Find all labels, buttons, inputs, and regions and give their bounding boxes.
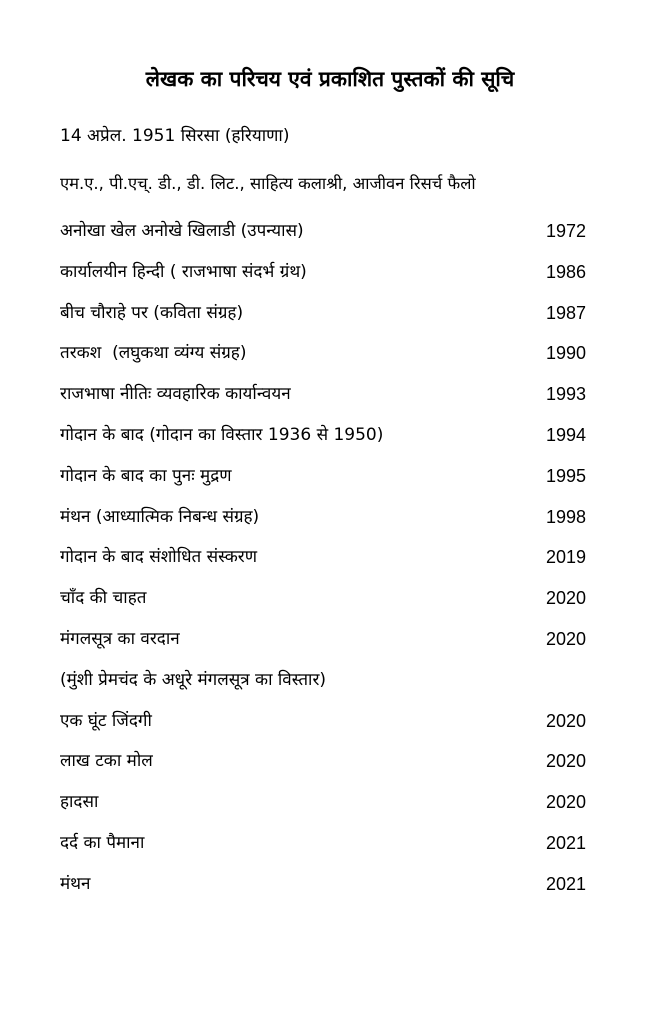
birth-info: 14 अप्रेल. 1951 सिरसा (हरियाणा): [60, 126, 290, 146]
book-entry: [60, 259, 586, 300]
book-title: चाँद की चाहत: [60, 588, 147, 609]
book-entry: [60, 626, 586, 667]
book-subtitle-entry: [60, 667, 586, 708]
book-year: 1998: [545, 506, 586, 527]
page-title: लेखक का परिचय एवं प्रकाशित पुस्तकों की सूचि: [145, 67, 515, 91]
book-year: 2021: [545, 832, 586, 853]
book-entry: [60, 381, 586, 422]
book-entry: [60, 830, 586, 871]
book-year: 1986: [545, 261, 586, 282]
book-title: कार्यालयीन हिन्दी ( राजभाषा संदर्भ ग्रंथ): [60, 261, 307, 282]
book-title: मंथन: [60, 873, 91, 894]
book-year: 1994: [545, 424, 586, 445]
book-title: अनोखा खेल अनोखे खिलाडी (उपन्यास): [60, 221, 304, 241]
book-entry: [60, 300, 586, 341]
book-title: एक घूंट जिंदगी: [60, 710, 152, 731]
book-entry: [60, 748, 586, 789]
book-entry: [60, 422, 586, 463]
book-title: लाख टका मोल: [60, 751, 153, 772]
book-subtitle: (मुंशी प्रेमचंद के अधूरे मंगलसूत्र का विस्तार): [60, 669, 327, 690]
book-year: 2021: [545, 873, 586, 894]
book-list: [60, 218, 586, 912]
book-title: मंगलसूत्र का वरदान: [60, 628, 180, 649]
book-title: गोदान के बाद का पुनः मुद्रण: [60, 465, 232, 486]
book-year: 2020: [545, 628, 586, 649]
book-title: बीच चौराहे पर (कविता संग्रह): [60, 302, 244, 323]
book-year: 1987: [545, 302, 586, 323]
book-entry: [60, 340, 586, 381]
book-year: 1995: [545, 465, 586, 486]
book-year: 1990: [545, 343, 586, 364]
book-title: हादसा: [60, 792, 99, 813]
book-entry: [60, 871, 586, 912]
book-title: तरकश (लघुकथा व्यंग्य संग्रह): [60, 343, 247, 364]
book-entry: [60, 463, 586, 504]
book-year: 2020: [545, 792, 586, 813]
book-title: मंथन (आध्यात्मिक निबन्ध संग्रह): [60, 506, 260, 527]
qualifications-info: एम.ए., पी.एच्. डी., डी. लिट., साहित्य कलाश्री, आजीवन रिसर्च फैलो: [60, 174, 476, 193]
book-entry: [60, 504, 586, 545]
book-entry: [60, 544, 586, 585]
book-year: 2020: [545, 710, 586, 731]
book-entry: [60, 789, 586, 830]
book-year: 1993: [545, 384, 586, 405]
book-entry: [60, 218, 586, 259]
book-title: राजभाषा नीतिः व्यवहारिक कार्यान्वयन: [60, 384, 291, 405]
book-title: दर्द का पैमाना: [60, 832, 145, 853]
book-entry: [60, 585, 586, 626]
book-entry: [60, 708, 586, 749]
book-year: 2020: [545, 751, 586, 772]
book-year: 1972: [545, 221, 586, 241]
book-year: 2019: [545, 547, 586, 568]
book-year: 2020: [545, 588, 586, 609]
book-title: गोदान के बाद संशोधित संस्करण: [60, 547, 258, 568]
book-title: गोदान के बाद (गोदान का विस्तार 1936 से 1950): [60, 424, 384, 445]
